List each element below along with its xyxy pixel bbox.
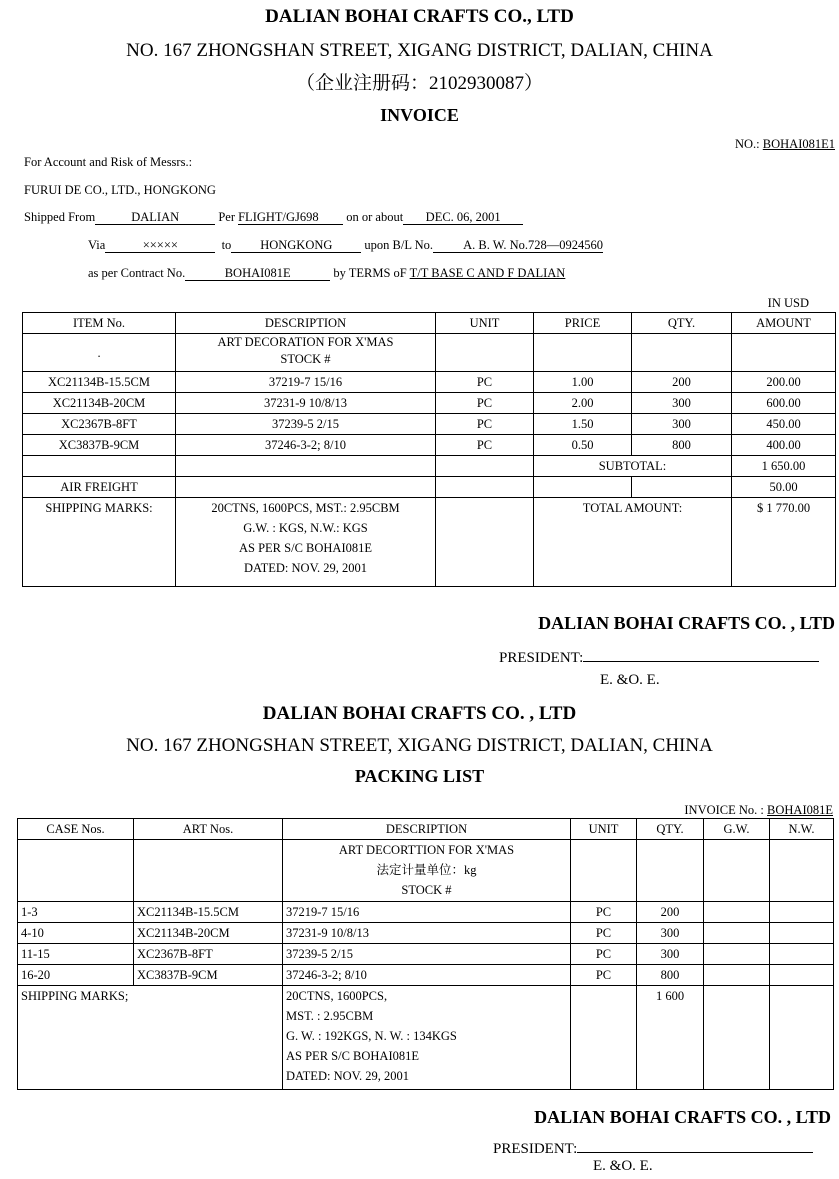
dot: .: [23, 334, 176, 372]
table-cell: PC: [571, 965, 637, 986]
empty-cell: [704, 965, 770, 986]
packing-company-name: DALIAN BOHAI CRAFTS CO. , LTD: [262, 703, 577, 724]
table-row: [18, 902, 834, 923]
table-cell: 20CTNS, 1600PCS, MST.: 2.95CBM: [211, 501, 400, 515]
on-about-label: on or about: [346, 210, 404, 224]
table-cell: 37231-9 10/8/13: [176, 393, 436, 414]
signature-company: DALIAN BOHAI CRAFTS CO. , LTD: [538, 613, 835, 633]
payment-terms: T/T BASE C AND F DALIAN: [409, 266, 566, 280]
table-cell: XC21134B-15.5CM: [134, 902, 283, 923]
currency: IN USD: [767, 296, 809, 310]
empty-cell: [632, 334, 732, 372]
ship-date: DEC. 06, 2001: [403, 211, 523, 225]
shipping-marks-label: SHIPPING MARKS;: [18, 986, 283, 1090]
table-cell: PC: [436, 372, 534, 393]
empty-cell: [534, 477, 632, 498]
air-freight-row: [23, 477, 836, 498]
invoice-title: INVOICE: [380, 105, 459, 125]
table-row: [18, 923, 834, 944]
subtotal-value: 1 650.00: [732, 456, 836, 477]
table-cell: 600.00: [732, 393, 836, 414]
to-label: to: [221, 238, 232, 252]
table-cell: G. W. : 192KGS, N. W. : 134KGS: [286, 1029, 457, 1043]
empty-cell: [571, 986, 637, 1090]
empty-cell: [770, 965, 834, 986]
table-cell: 37239-5 2/15: [176, 414, 436, 435]
table-cell: PC: [571, 923, 637, 944]
table-cell: AS PER S/C BOHAI081E: [238, 541, 372, 555]
empty-cell: [704, 944, 770, 965]
shipped-from-label: Shipped From: [24, 210, 96, 224]
table-cell: 20CTNS, 1600PCS,: [286, 989, 388, 1003]
table-cell: DESCRIPTION: [283, 819, 571, 840]
table-cell: PC: [436, 414, 534, 435]
shipping-marks-label: SHIPPING MARKS:: [23, 498, 176, 587]
table-cell: STOCK #: [401, 883, 452, 897]
table-cell: 300: [637, 923, 704, 944]
table-cell: XC21134B-15.5CM: [23, 372, 176, 393]
table-row: [18, 944, 834, 965]
table-cell: MST. : 2.95CBM: [286, 1009, 374, 1023]
table-cell: 37246-3-2; 8/10: [176, 435, 436, 456]
header-item: ITEM No.: [23, 313, 176, 334]
table-cell: PC: [436, 393, 534, 414]
shipped-from: DALIAN: [95, 211, 215, 225]
packing-eoe: E. &O. E.: [593, 1158, 653, 1174]
table-cell: QTY.: [637, 819, 704, 840]
empty-cell: [732, 334, 836, 372]
table-cell: 200: [637, 902, 704, 923]
empty-cell: [176, 477, 436, 498]
terms-label: by TERMS oF: [333, 266, 407, 280]
empty-cell: [436, 498, 534, 587]
invoice-number-label: NO.:: [735, 137, 760, 151]
header-qty: QTY.: [632, 313, 732, 334]
table-cell: 1-3: [18, 902, 134, 923]
desc-heading-line: ART DECORATION FOR X'MAS: [217, 335, 394, 349]
table-cell: CASE Nos.: [18, 819, 134, 840]
packing-table: [17, 818, 834, 1090]
empty-cell: [632, 477, 732, 498]
table-cell: XC2367B-8FT: [134, 944, 283, 965]
table-cell: 0.50: [534, 435, 632, 456]
invoice-number-value: BOHAI081E1: [762, 137, 835, 151]
flight: FLIGHT/GJ698: [238, 211, 343, 225]
president-label: PRESIDENT:: [499, 650, 584, 666]
empty-cell: [534, 334, 632, 372]
table-cell: DATED: NOV. 29, 2001: [243, 561, 368, 575]
table-cell: 300: [637, 944, 704, 965]
invoice-number: [735, 137, 835, 152]
table-cell: XC2367B-8FT: [23, 414, 176, 435]
empty-cell: [770, 902, 834, 923]
packing-list-title: PACKING LIST: [354, 766, 485, 786]
table-row: [23, 372, 836, 393]
table-cell: 800: [637, 965, 704, 986]
shipping-marks: [176, 498, 436, 587]
via-label: Via: [88, 238, 106, 252]
empty-cell: [176, 456, 436, 477]
total-value: $ 1 770.00: [732, 498, 836, 587]
packing-president-line: [493, 1134, 813, 1158]
buyer: FURUI DE CO., LTD., HONGKONG: [24, 183, 216, 197]
empty-cell: [571, 840, 637, 902]
table-cell: XC3837B-9CM: [134, 965, 283, 986]
air-freight-value: 50.00: [732, 477, 836, 498]
account-label: For Account and Risk of Messrs.:: [24, 155, 193, 169]
header-description: DESCRIPTION: [176, 313, 436, 334]
shipping-marks-row: [23, 498, 836, 587]
empty-cell: [436, 334, 534, 372]
registration-code: （企业注册码：2102930087）: [295, 73, 543, 94]
table-cell: PC: [571, 902, 637, 923]
table-cell: ART Nos.: [134, 819, 283, 840]
empty-cell: [770, 923, 834, 944]
contract-number: BOHAI081E: [185, 267, 330, 281]
table-row: [18, 965, 834, 986]
description-heading: [176, 334, 436, 372]
table-cell: XC21134B-20CM: [23, 393, 176, 414]
empty-cell: [134, 840, 283, 902]
president-line: [499, 643, 819, 667]
via: ×××××: [105, 239, 215, 253]
table-cell: 1.00: [534, 372, 632, 393]
empty-cell: [637, 840, 704, 902]
invoice-table: [22, 312, 836, 587]
empty-cell: [436, 456, 534, 477]
total-label: TOTAL AMOUNT:: [534, 498, 732, 587]
shipping-marks: [283, 986, 571, 1090]
table-cell: 37239-5 2/15: [283, 944, 571, 965]
table-cell: 16-20: [18, 965, 134, 986]
contract-label: as per Contract No.: [88, 266, 186, 280]
eoe: E. &O. E.: [600, 672, 660, 688]
header-amount: AMOUNT: [732, 313, 836, 334]
table-cell: 200: [632, 372, 732, 393]
empty-cell: [770, 840, 834, 902]
destination: HONGKONG: [231, 239, 361, 253]
table-cell: 1.50: [534, 414, 632, 435]
desc-heading-line: STOCK #: [280, 352, 331, 366]
table-cell: DATED: NOV. 29, 2001: [286, 1069, 410, 1083]
table-row: [23, 393, 836, 414]
table-cell: PC: [436, 435, 534, 456]
company-address: NO. 167 ZHONGSHAN STREET, XIGANG DISTRICT, DALIAN, CHINA: [126, 40, 713, 61]
table-header: [18, 819, 834, 840]
total-qty: 1 600: [637, 986, 704, 1090]
description-heading: [283, 840, 571, 902]
table-cell: 800: [632, 435, 732, 456]
table-cell: UNIT: [571, 819, 637, 840]
table-cell: 450.00: [732, 414, 836, 435]
table-cell: XC3837B-9CM: [23, 435, 176, 456]
via-line: [88, 238, 603, 253]
table-cell: 400.00: [732, 435, 836, 456]
table-cell: 法定计量单位：kg: [376, 863, 477, 877]
bl-number: A. B. W. No.728—0924560: [433, 239, 603, 253]
invoice-no-value: BOHAI081E: [767, 803, 833, 817]
subtotal-label: SUBTOTAL:: [534, 456, 732, 477]
air-freight-label: AIR FREIGHT: [23, 477, 176, 498]
empty-cell: [704, 923, 770, 944]
table-cell: PC: [571, 944, 637, 965]
description-heading-row: [18, 840, 834, 902]
table-cell: XC21134B-20CM: [134, 923, 283, 944]
empty-cell: [436, 477, 534, 498]
table-cell: G.W. : KGS, N.W.: KGS: [243, 521, 368, 535]
table-cell: G.W.: [704, 819, 770, 840]
header-price: PRICE: [534, 313, 632, 334]
table-header: [23, 313, 836, 334]
table-cell: 37231-9 10/8/13: [283, 923, 571, 944]
invoice-no-label: INVOICE No. :: [684, 803, 764, 817]
packing-company-address: NO. 167 ZHONGSHAN STREET, XIGANG DISTRICT, DALIAN, CHINA: [126, 735, 713, 756]
table-cell: 300: [632, 393, 732, 414]
shipping-marks-row: [18, 986, 834, 1090]
table-cell: 11-15: [18, 944, 134, 965]
empty-cell: [23, 456, 176, 477]
empty-cell: [704, 986, 770, 1090]
description-heading-row: [23, 334, 836, 372]
subtotal-row: [23, 456, 836, 477]
table-cell: AS PER S/C BOHAI081E: [286, 1049, 420, 1063]
table-cell: 4-10: [18, 923, 134, 944]
per-label: Per: [218, 210, 235, 224]
packing-invoice-number: [684, 803, 833, 818]
contract-line: [88, 266, 565, 281]
table-cell: 2.00: [534, 393, 632, 414]
table-cell: 300: [632, 414, 732, 435]
table-row: [23, 435, 836, 456]
empty-cell: [704, 902, 770, 923]
packing-signature-company: DALIAN BOHAI CRAFTS CO. , LTD: [534, 1107, 831, 1127]
bl-label: upon B/L No.: [364, 238, 434, 252]
table-cell: 37246-3-2; 8/10: [283, 965, 571, 986]
empty-cell: [770, 986, 834, 1090]
header-unit: UNIT: [436, 313, 534, 334]
table-cell: 200.00: [732, 372, 836, 393]
empty-cell: [770, 944, 834, 965]
empty-cell: [18, 840, 134, 902]
empty-cell: [704, 840, 770, 902]
table-cell: N.W.: [770, 819, 834, 840]
table-row: [23, 414, 836, 435]
company-name: DALIAN BOHAI CRAFTS CO., LTD: [265, 6, 574, 27]
president-label: PRESIDENT:: [493, 1141, 578, 1157]
table-cell: 37219-7 15/16: [176, 372, 436, 393]
table-cell: 37219-7 15/16: [283, 902, 571, 923]
shipping-line: [24, 210, 523, 225]
table-cell: ART DECORTTION FOR X'MAS: [338, 843, 515, 857]
